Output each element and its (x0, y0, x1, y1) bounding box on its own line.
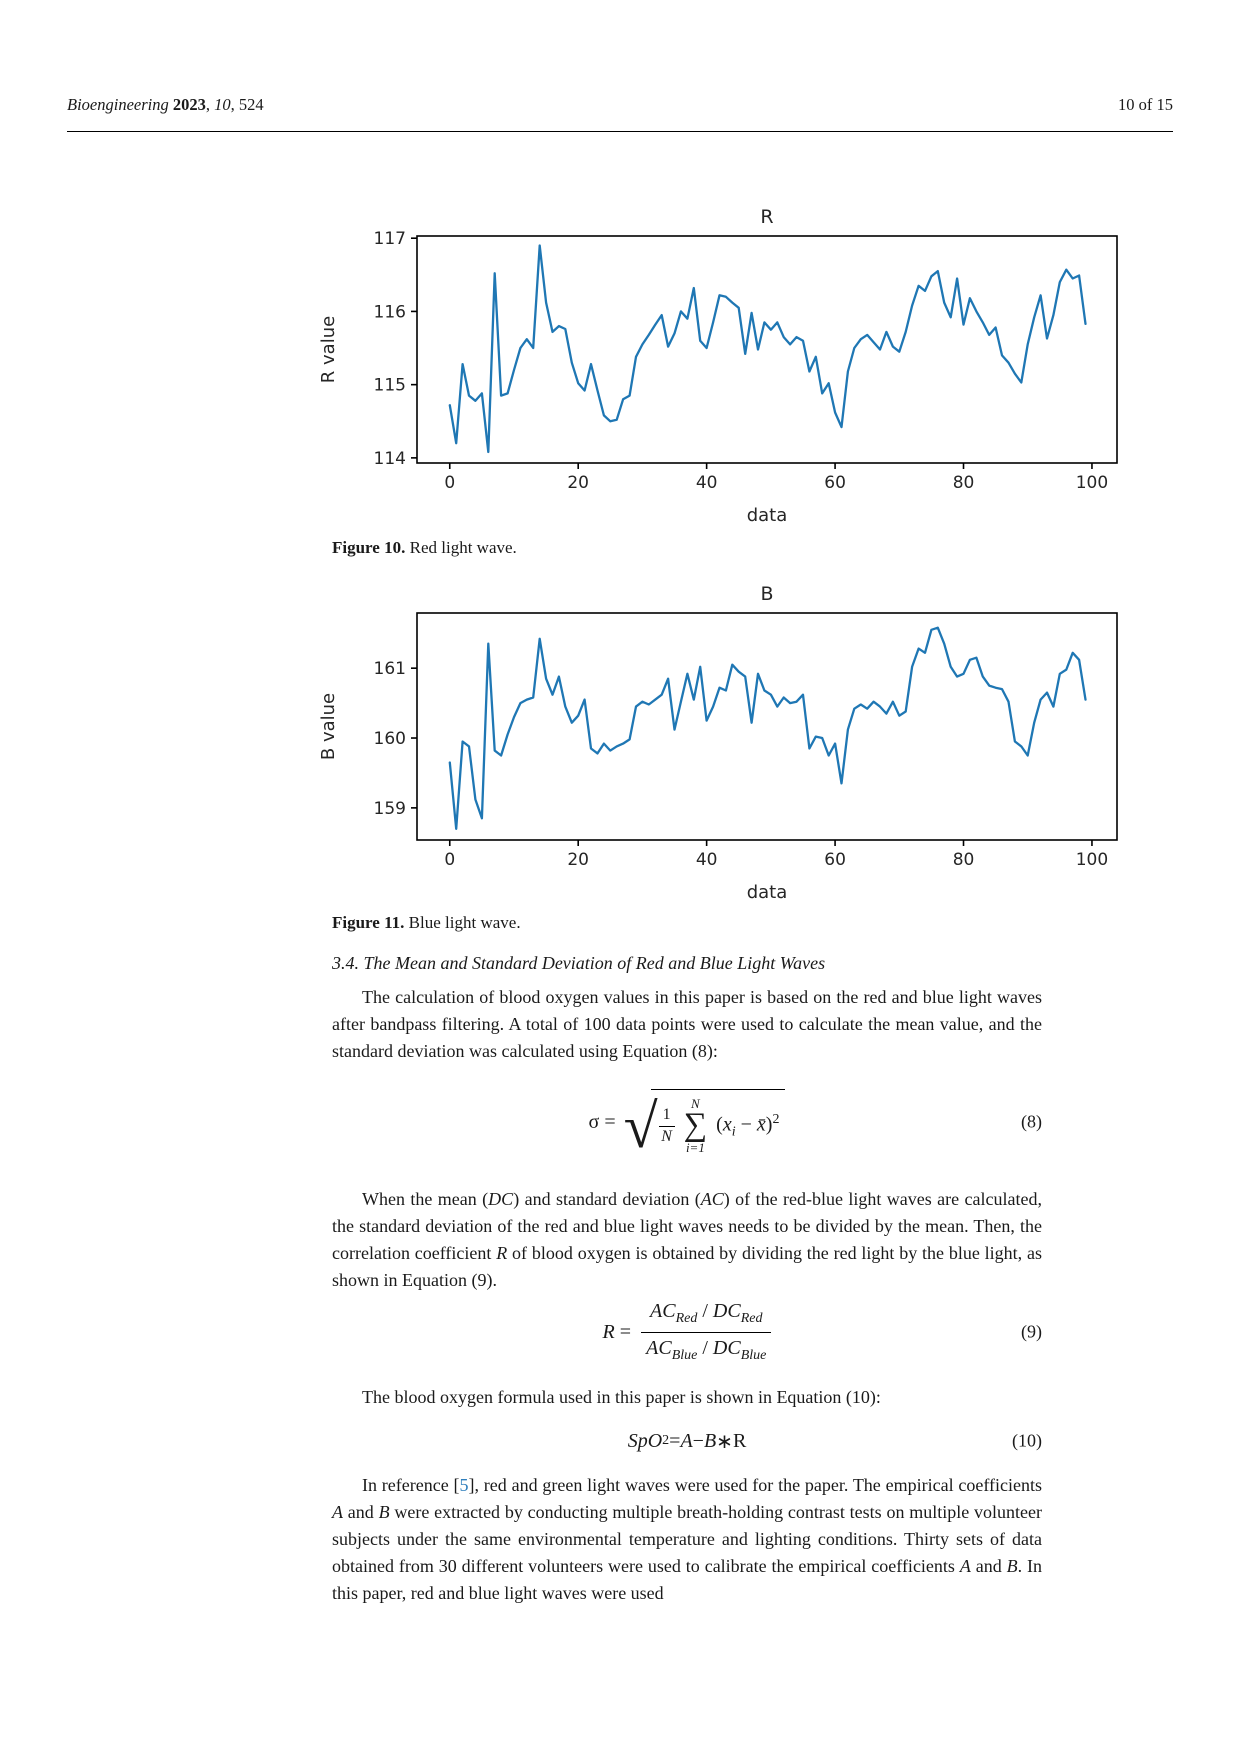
caption-figure-11 (332, 913, 1042, 933)
page-header (67, 95, 1173, 115)
x-axis-label: data (746, 882, 788, 903)
text-segment: Red (675, 1311, 698, 1326)
header-rule (67, 131, 1173, 132)
caption-text: Red light wave. (405, 538, 517, 557)
y-tick-label: 114 (373, 448, 406, 469)
text-segment: ], red and green light waves were used for the paper. The empirical coefficients (468, 1475, 1042, 1495)
text-segment: The calculation of blood oxygen values in this paper is based on the red and blue light waves after bandpass filtering. A total of 100 data points were used to calculate the mean value, and the standard deviation was calculated using Equation (8): (332, 987, 1042, 1061)
chart-title: R (760, 206, 774, 228)
equation-number: (10) (1012, 1430, 1042, 1451)
waveform-line (450, 628, 1086, 829)
text-segment: 10 (214, 95, 231, 114)
x-tick-label: 80 (952, 473, 975, 493)
y-tick-label: 161 (373, 659, 406, 680)
summand-term (716, 1112, 779, 1141)
x-tick-label: 20 (567, 473, 590, 493)
text-segment: , (205, 95, 215, 114)
fraction-denominator (641, 1333, 771, 1364)
x-tick-label: 60 (824, 850, 846, 870)
text-segment: / (697, 1337, 713, 1359)
text-segment: − (692, 1429, 704, 1452)
text-segment: of blood oxygen is obtained by dividing the red light by the blue light, as shown in Equation (9). (332, 1242, 1042, 1290)
equation-number: (9) (1021, 1321, 1042, 1342)
text-segment: A (959, 1555, 971, 1576)
x-tick-label: 40 (695, 850, 718, 870)
caption-figure-10 (332, 538, 1042, 558)
equation-9 (332, 1296, 1042, 1368)
text-segment: = (614, 1320, 632, 1343)
chart-title: B (760, 583, 774, 605)
text-segment: 2023 (172, 95, 206, 114)
text-segment: x (722, 1113, 732, 1136)
r-equals (603, 1321, 632, 1344)
ratio-fraction (641, 1300, 771, 1364)
text-segment: DC (488, 1189, 514, 1209)
plot-area (417, 236, 1117, 463)
fraction-one-over-N: $\frac{1}{N}$ (659, 1106, 675, 1146)
x-tick-label: 100 (1075, 850, 1109, 870)
x-tick-label: 100 (1075, 473, 1109, 493)
paragraph-3 (332, 1384, 1042, 1411)
text-segment: x̄ (756, 1113, 766, 1136)
text-segment: B (378, 1501, 390, 1522)
text-segment: In reference [ (362, 1475, 460, 1495)
text-segment: ∗ (716, 1430, 733, 1453)
fraction-numerator (641, 1300, 771, 1333)
text-segment: − (735, 1113, 757, 1136)
text-segment: . In this paper, red and blue light waves were used (332, 1555, 1042, 1603)
text-segment: ( (716, 1113, 723, 1136)
text-segment: The blood oxygen formula used in this paper is shown in Equation (10): (362, 1387, 881, 1407)
equation-8 (332, 1078, 1042, 1166)
equation-10-formula (628, 1429, 747, 1454)
y-tick-label: 115 (373, 375, 406, 396)
text-segment: 2 (772, 1111, 780, 1127)
equation-10 (332, 1424, 1042, 1458)
x-tick-label: 0 (444, 850, 456, 870)
paragraph-1 (332, 984, 1042, 1065)
caption-label: Figure 10. (332, 538, 406, 557)
text-segment: AC (646, 1337, 672, 1359)
x-tick-label: 0 (444, 473, 456, 493)
text-segment: R (496, 1242, 508, 1263)
text-segment: A (680, 1429, 693, 1452)
y-axis-label: B value (318, 692, 339, 761)
y-tick-label: 160 (373, 729, 406, 750)
y-tick-label: 159 (373, 798, 406, 819)
text-segment: and (343, 1501, 379, 1522)
text-segment: B (1006, 1555, 1018, 1576)
page-number: 10 of 15 (1118, 95, 1173, 114)
text-segment: R (602, 1320, 615, 1343)
x-tick-label: 80 (952, 850, 975, 870)
text-segment: SpO (627, 1429, 663, 1452)
text-segment: ) and standard deviation ( (513, 1189, 701, 1209)
paragraph-2 (332, 1186, 1042, 1294)
chart-svg (300, 199, 1150, 531)
text-segment: 2 (662, 1433, 670, 1448)
y-axis-label: R value (318, 315, 339, 384)
radicand (651, 1089, 786, 1155)
text-segment: Red (740, 1311, 763, 1326)
text-segment: / (697, 1300, 713, 1322)
text-segment: = (669, 1429, 681, 1452)
text-segment: , 524 (230, 95, 264, 114)
text-segment: R (732, 1429, 747, 1452)
y-tick-label: 116 (373, 302, 406, 323)
chart-svg (300, 576, 1150, 908)
text-segment: i (731, 1124, 736, 1140)
caption-text: Blue light wave. (404, 913, 521, 932)
text-segment: A (332, 1501, 343, 1522)
section-heading: 3.4. The Mean and Standard Deviation of Red and Blue Light Waves (332, 953, 826, 973)
text-segment: ) (765, 1113, 773, 1136)
text-segment: B (703, 1429, 717, 1452)
x-tick-label: 40 (695, 473, 718, 493)
journal-citation (67, 95, 264, 115)
text-segment: When the mean ( (362, 1189, 489, 1209)
x-axis-label: data (746, 505, 788, 526)
text-segment: Blue (740, 1348, 767, 1363)
text-segment: Bioengineering (67, 95, 173, 114)
x-tick-label: 20 (567, 850, 590, 870)
paragraph-4 (332, 1472, 1042, 1607)
text-segment: AC (650, 1300, 676, 1322)
text-segment: DC (712, 1300, 741, 1322)
text-segment: Blue (671, 1348, 698, 1363)
figure-11-blue-light-wave-chart (300, 576, 1150, 908)
x-tick-label: 60 (824, 473, 846, 493)
text-segment: AC (700, 1189, 724, 1209)
equation-9-formula (603, 1300, 772, 1364)
waveform-line (450, 246, 1086, 453)
text-segment: and (970, 1555, 1007, 1576)
text-segment: DC (712, 1337, 741, 1359)
text-segment: ) of the red-blue light waves are calculated, the standard deviation of the red and blue light waves needs to be divided by the mean. Then, the correlation coefficient (332, 1189, 1042, 1263)
caption-label: Figure 11. (332, 913, 405, 932)
text-segment: were extracted by conducting multiple breath-holding contrast tests on multiple volunteer subjects under the same environmental temperature and lighting conditions. Thirty sets of data obtained from 30 different volunteers were used to calibrate the empirical coefficients (332, 1501, 1042, 1576)
reference-link[interactable]: 5 (459, 1475, 469, 1495)
summation: N ∑ i=1 (683, 1096, 708, 1155)
y-tick-label: 117 (373, 229, 406, 250)
equation-8-formula: σ = √ $\frac{1}{N}$ N ∑ i=1 ($x_i$ − x̄)$^2$ (589, 1089, 786, 1155)
figure-10-red-light-wave-chart (300, 199, 1150, 531)
equation-number: (8) (1021, 1111, 1042, 1132)
sigma-equals: σ = (588, 1110, 616, 1133)
